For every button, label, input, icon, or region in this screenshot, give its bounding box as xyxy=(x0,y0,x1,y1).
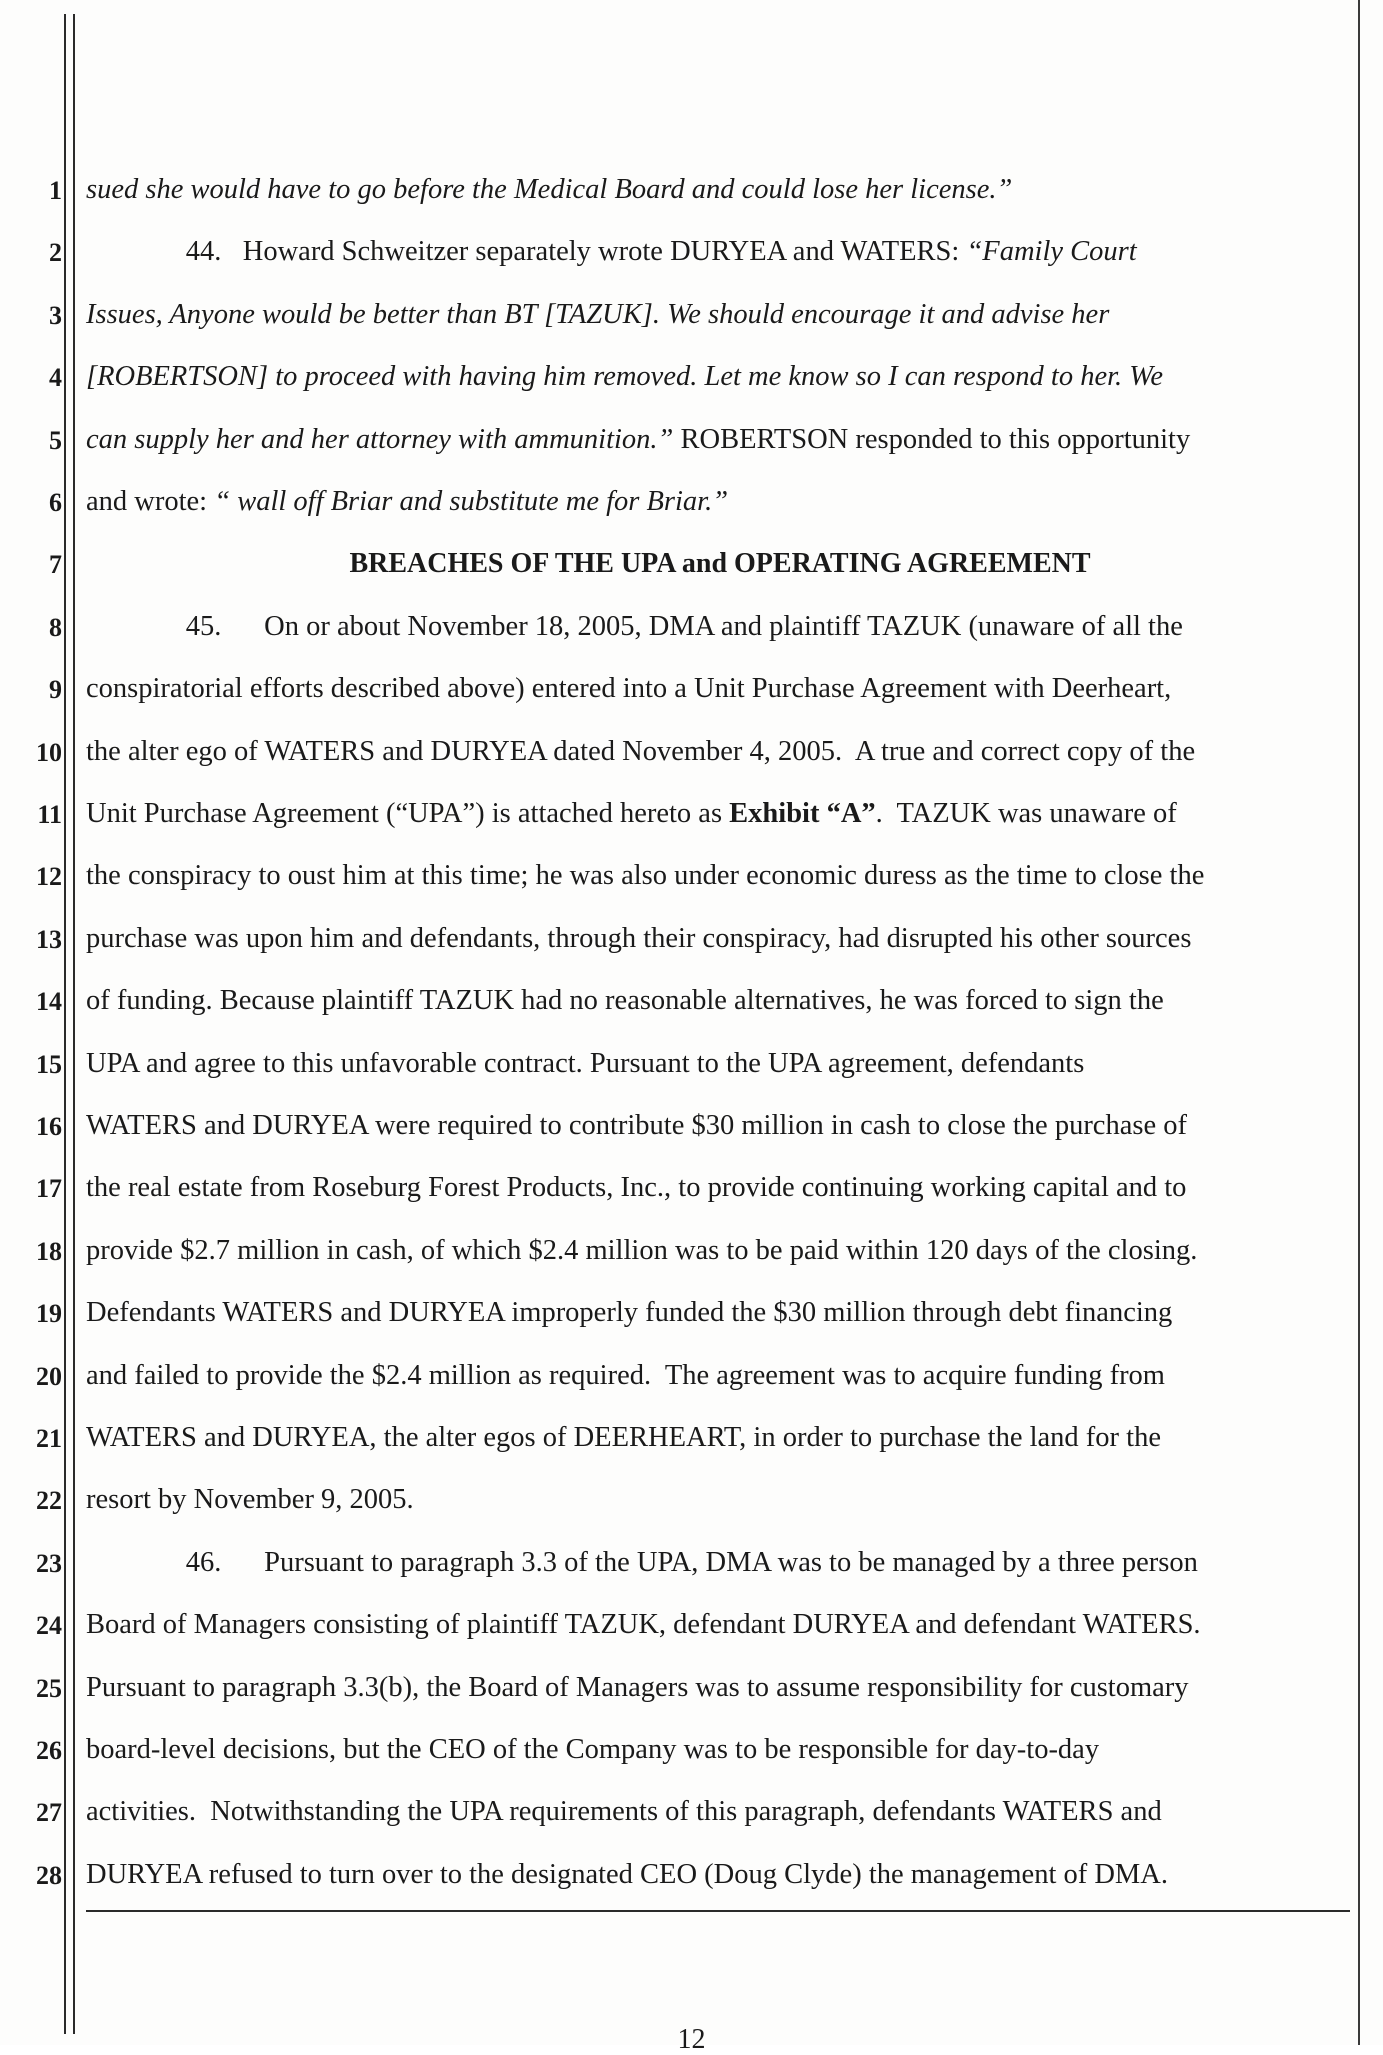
left-margin-rule-inner xyxy=(73,14,75,2034)
line-number: 8 xyxy=(49,612,62,642)
text-run: the conspiracy to oust him at this time; he was also under economic duress as the time to close the xyxy=(86,860,1205,892)
text-run: the real estate from Roseburg Forest Products, Inc., to provide continuing working capital and to xyxy=(86,1172,1187,1204)
italic-quote: “Family Court xyxy=(966,236,1137,268)
text-run: 46. Pursuant to paragraph 3.3 of the UPA, DMA was to be managed by a three person xyxy=(86,1546,1198,1578)
text-line xyxy=(86,1609,1201,1641)
text-run: DURYEA refused to turn over to the designated CEO (Doug Clyde) the management of DMA. xyxy=(86,1858,1168,1890)
text-run: of funding. Because plaintiff TAZUK had no reasonable alternatives, he was forced to sign the xyxy=(86,985,1164,1017)
right-margin-rule xyxy=(1358,0,1360,2045)
text-line xyxy=(86,798,1177,830)
text-run: resort by November 9, 2005. xyxy=(86,1484,414,1516)
text-line xyxy=(86,611,1183,643)
italic-quote: sued she would have to go before the Medical Board and could lose her license.” xyxy=(86,174,1013,205)
line-number: 9 xyxy=(49,675,62,705)
text-run: UPA and agree to this unfavorable contract. Pursuant to the UPA agreement, defendants xyxy=(86,1047,1085,1079)
text-line xyxy=(86,1360,1165,1392)
text-line xyxy=(86,923,1191,955)
line-number: 21 xyxy=(36,1424,62,1453)
text-line xyxy=(86,1547,1198,1579)
line-number: 19 xyxy=(36,1299,62,1329)
text-line xyxy=(86,1796,1162,1828)
line-number: 18 xyxy=(36,1236,62,1266)
text-line xyxy=(86,1235,1197,1267)
line-number: 4 xyxy=(49,363,62,393)
italic-quote: [ROBERTSON] to proceed with having him removed. Let me know so I can respond to her. We xyxy=(86,361,1164,393)
text-line xyxy=(86,673,1171,705)
line-number: 22 xyxy=(36,1486,62,1516)
text-line xyxy=(86,1672,1189,1704)
text-line xyxy=(86,1734,1099,1766)
text-line xyxy=(86,1110,1187,1142)
text-line xyxy=(86,236,1137,268)
text-line xyxy=(86,1484,414,1516)
text-run: and failed to provide the $2.4 million as required. The agreement was to acquire funding from xyxy=(86,1359,1165,1391)
section-heading: BREACHES OF THE UPA and OPERATING AGREEMENT xyxy=(349,548,1091,580)
text-run: provide $2.7 million in cash, of which $2.4 million was to be paid within 120 days of the closing. xyxy=(86,1234,1198,1266)
line-number: 27 xyxy=(36,1798,62,1828)
footer-rule xyxy=(86,1910,1350,1912)
text-line xyxy=(86,424,1190,456)
italic-quote: can supply her and her attorney with ammunition.” xyxy=(86,423,674,455)
line-number: 7 xyxy=(49,550,62,580)
line-number: 1 xyxy=(49,176,62,205)
line-number: 11 xyxy=(37,800,62,829)
line-number: 12 xyxy=(36,862,62,892)
text-line xyxy=(86,174,1012,206)
line-number: 28 xyxy=(36,1860,62,1890)
line-number: 25 xyxy=(36,1673,62,1703)
text-line xyxy=(86,1859,1168,1891)
line-number: 5 xyxy=(49,425,62,455)
line-number: 20 xyxy=(36,1361,62,1391)
text-run: activities. Notwithstanding the UPA requirements of this paragraph, defendants WATERS and xyxy=(86,1796,1162,1828)
text-run: 44. Howard Schweitzer separately wrote DURYEA and WATERS: xyxy=(86,236,967,268)
text-run: Defendants WATERS and DURYEA improperly funded the $30 million through debt financing xyxy=(86,1297,1173,1329)
text-run: 45. On or about November 18, 2005, DMA and plaintiff TAZUK (unaware of all the xyxy=(86,610,1183,642)
text-run: Pursuant to paragraph 3.3(b), the Board of Managers was to assume responsibility for customary xyxy=(86,1671,1189,1703)
italic-quote: “ wall off Briar and substitute me for Briar.” xyxy=(214,486,729,517)
text-line xyxy=(86,361,1163,393)
line-number: 23 xyxy=(36,1548,62,1578)
text-line xyxy=(86,985,1164,1017)
text-run: Board of Managers consisting of plaintiff TAZUK, defendant DURYEA and defendant WATERS. xyxy=(86,1609,1201,1641)
line-number: 15 xyxy=(36,1049,62,1079)
line-number: 16 xyxy=(36,1112,62,1141)
line-number: 26 xyxy=(36,1736,62,1765)
text-run: and wrote: xyxy=(86,486,215,517)
line-number: 14 xyxy=(36,987,62,1017)
text-run: WATERS and DURYEA, the alter egos of DEERHEART, in order to purchase the land for the xyxy=(86,1422,1161,1453)
left-margin-rule xyxy=(64,14,66,2034)
text-line xyxy=(86,1172,1186,1204)
text-line xyxy=(86,299,1109,331)
text-line xyxy=(86,486,728,518)
italic-quote: Issues, Anyone would be better than BT [TAZUK]. We should encourage it and advise her xyxy=(86,298,1110,330)
line-number: 10 xyxy=(36,737,62,767)
text-run: the alter ego of WATERS and DURYEA dated November 4, 2005. A true and correct copy of the xyxy=(86,735,1196,767)
line-number: 6 xyxy=(49,488,62,517)
text-line xyxy=(86,1048,1084,1080)
text-run: Unit Purchase Agreement (“UPA”) is attached hereto as xyxy=(86,798,730,829)
text-run: ROBERTSON responded to this opportunity xyxy=(673,423,1191,455)
page-number: 12 xyxy=(677,2024,706,2055)
line-number: 17 xyxy=(36,1174,62,1204)
text-run: WATERS and DURYEA were required to contribute $30 million in cash to close the purchase of xyxy=(86,1110,1187,1141)
text-line xyxy=(86,1297,1172,1329)
text-run: board-level decisions, but the CEO of the Company was to be responsible for day-to-day xyxy=(86,1734,1100,1765)
text-line xyxy=(86,860,1204,892)
text-run: . TAZUK was unaware of xyxy=(875,798,1177,829)
line-number: 3 xyxy=(49,300,62,330)
line-number: 24 xyxy=(36,1611,62,1641)
line-number: 13 xyxy=(36,924,62,954)
bold-text: Exhibit “A” xyxy=(729,798,876,829)
text-line xyxy=(86,736,1195,768)
text-line xyxy=(86,1422,1161,1454)
text-run: purchase was upon him and defendants, through their conspiracy, had disrupted his other sources xyxy=(86,922,1192,954)
text-run: conspiratorial efforts described above) entered into a Unit Purchase Agreement with Deerheart, xyxy=(86,673,1172,705)
line-number: 2 xyxy=(49,238,62,268)
